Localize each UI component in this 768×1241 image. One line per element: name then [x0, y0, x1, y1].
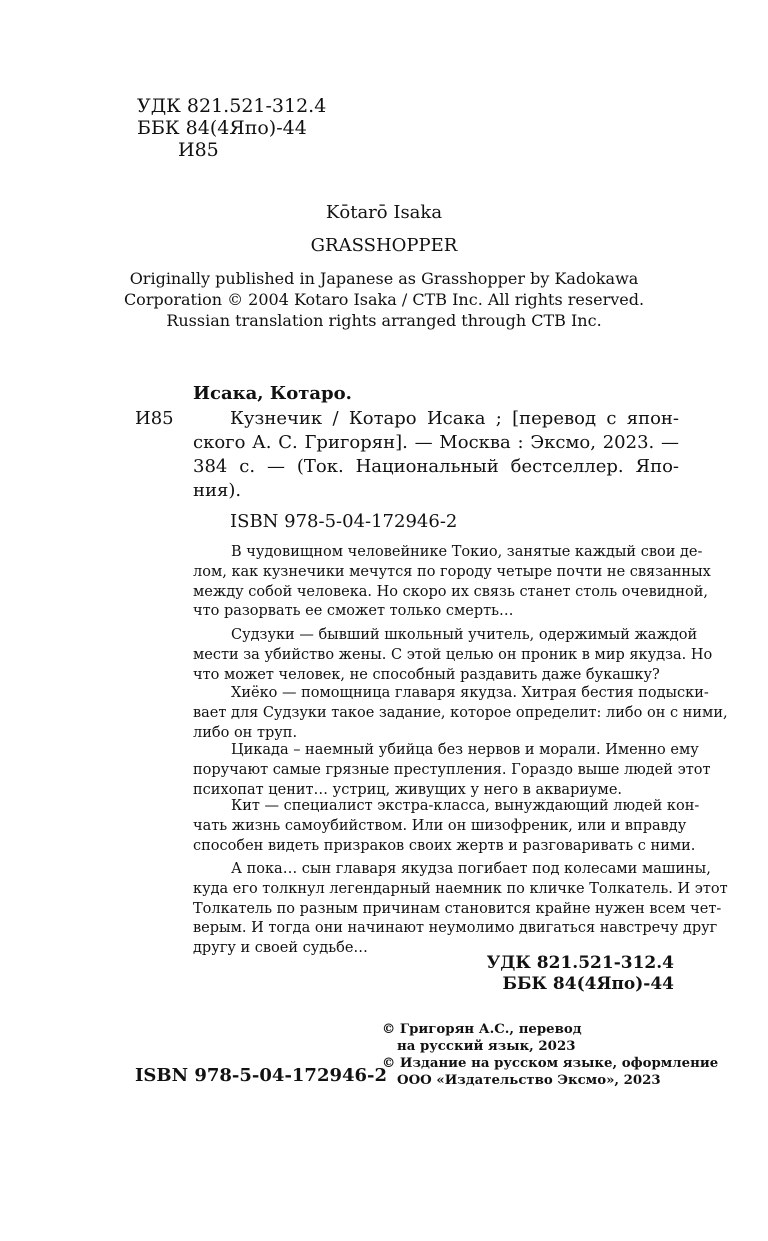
annotation-paragraph: Кит — специалист экстра-класса, вынуждающий людей кон- чать жизнь самоубийством. Или он шизофреник, или и вправду способен видеть призраков своих жертв и разговаривать с ними.: [193, 798, 700, 854]
catalog-description-line: Кузнечик / Котаро Исака ; [перевод с япон-: [230, 408, 679, 429]
copyright-line: © Григорян А.С., перевод: [382, 1022, 582, 1037]
footer-udk: УДК 821.521-312.4: [486, 953, 674, 973]
copyright-line: на русский язык, 2023: [397, 1039, 576, 1054]
udk-code: УДК 821.521-312.4: [137, 95, 327, 117]
footer-bbk: ББК 84(4Япо)-44: [502, 974, 674, 994]
catalog-heading: Исака, Котаро.: [193, 383, 352, 404]
annotation-paragraph: Судзуки — бывший школьный учитель, одержимый жаждой мести за убийство жены. С этой целью он проник в мир якудза. Но что может человек, не способный раздавить даже букашку?: [193, 627, 713, 683]
rights-line: Originally published in Japanese as Grasshopper by Kadokawa: [129, 269, 639, 288]
catalog-mark: И85: [135, 408, 174, 429]
catalog-description-line: ния).: [193, 480, 242, 501]
original-title: GRASSHOPPER: [310, 235, 458, 256]
annotation-paragraph: Цикада – наемный убийца без нервов и морали. Именно ему поручают самые грязные преступления. Гораздо выше людей этот психопат ценит… устриц, живущих у него в аквариуме.: [193, 742, 711, 798]
catalog-description-line: ского А. С. Григорян]. — Москва : Эксмо, 2023. —: [193, 432, 679, 453]
copyright-line: © Издание на русском языке, оформление: [382, 1056, 719, 1071]
original-author: Kōtarō Isaka: [325, 202, 443, 223]
catalog-isbn: ISBN 978-5-04-172946-2: [230, 511, 458, 532]
annotation-paragraph: Хиёко — помощница главаря якудза. Хитрая бестия подыски- вает для Судзуки такое задание, которое определит: либо он с ними, либо он труп.: [193, 685, 728, 741]
rights-line: Corporation © 2004 Kotaro Isaka / CTB Inc. All rights reserved.: [123, 290, 645, 309]
annotation-paragraph: В чудовищном человейнике Токио, занятые каждый свои де- лом, как кузнечики мечутся по городу четыре почти не связанных между собой человека. Но скоро их связь станет столь очевидной, что разорвать ее сможет только смерть…: [193, 544, 711, 620]
author-mark: И85: [178, 139, 219, 161]
bbk-code: ББК 84(4Япо)-44: [137, 117, 307, 139]
catalog-description-line: 384 с. — (Ток. Национальный бестселлер. Япо-: [193, 456, 679, 477]
footer-isbn: ISBN 978-5-04-172946-2: [135, 1065, 388, 1086]
copyright-line: ООО «Издательство Эксмо», 2023: [397, 1073, 661, 1088]
rights-line: Russian translation rights arranged through CTB Inc.: [166, 311, 602, 330]
annotation-paragraph: А пока… сын главаря якудза погибает под колесами машины, куда его толкнул легендарный наемник по кличке Толкатель. И этот Толкатель по разным причинам становится крайне нужен всем чет- верым. И тогда они начинают неумолимо двигаться навстречу друг другу и своей судьбе…: [193, 861, 728, 957]
